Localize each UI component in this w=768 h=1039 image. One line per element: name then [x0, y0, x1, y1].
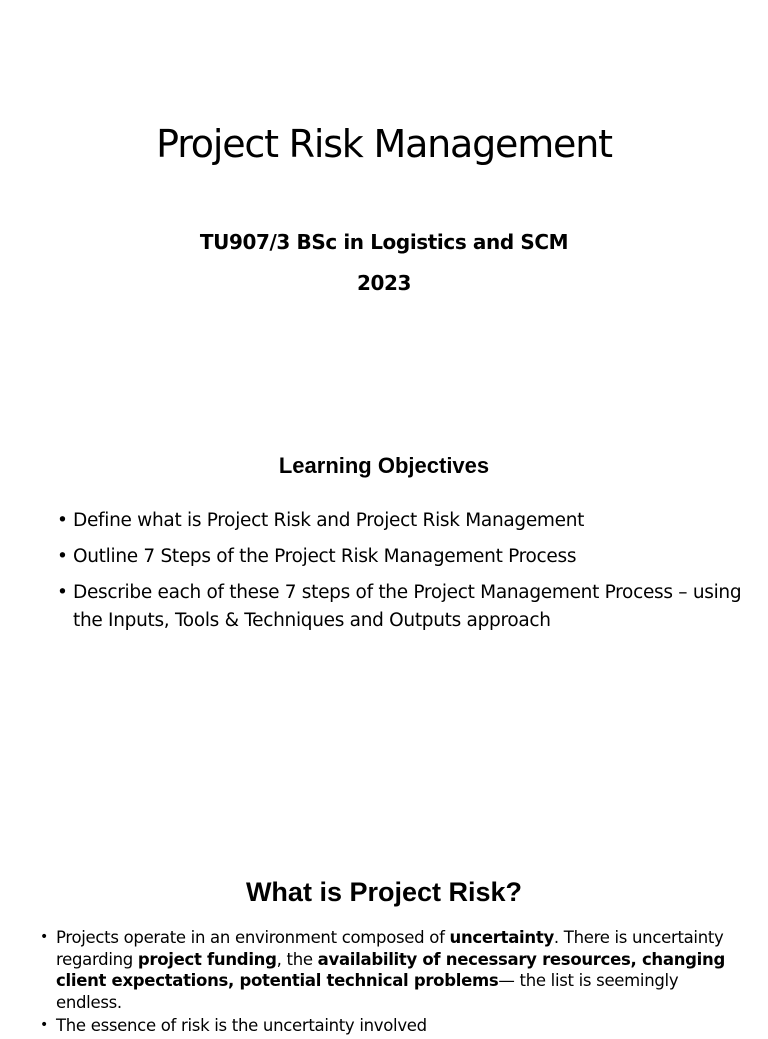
year-subtitle: 2023: [356, 271, 412, 295]
emphasis-text: project funding: [137, 949, 277, 969]
bullet-icon: •: [57, 582, 68, 603]
list-item: [57, 543, 747, 571]
list-item: [57, 579, 747, 635]
risk-bullet-text: Projects operate in an environment composed of uncertainty. There is uncertainty regarding project funding, the availability of necessary resources, changing client expectations, potential technical problems— the list is seemingly endless.: [56, 928, 725, 1012]
title-slide: [0, 0, 768, 420]
list-item: [40, 1015, 730, 1037]
risk-bullet-list: [40, 927, 730, 1039]
objectives-list: [57, 507, 747, 643]
presentation-title: Project Risk Management: [156, 122, 612, 166]
bullet-icon: •: [57, 546, 68, 567]
learning-objectives-slide: [0, 420, 768, 820]
objective-text: Outline 7 Steps of the Project Risk Management Process: [73, 546, 577, 567]
objective-text: Define what is Project Risk and Project Risk Management: [73, 510, 585, 531]
list-item: [40, 927, 730, 1013]
slide-heading: What is Project Risk?: [245, 877, 523, 907]
bullet-icon: •: [40, 1017, 48, 1033]
risk-bullet-text-partial: The essence of risk is the uncertainty involved: [56, 1016, 427, 1035]
bullet-icon: •: [57, 510, 68, 531]
list-item: [57, 507, 747, 535]
objective-text: Describe each of these 7 steps of the Project Management Process – using the Inputs, Tools & Techniques and Outputs approach: [73, 582, 742, 631]
course-subtitle: TU907/3 BSc in Logistics and SCM: [199, 230, 569, 254]
emphasis-text: uncertainty: [449, 928, 554, 947]
emphasis-text: availability of necessary resources, changing client expectations, potential technical problems: [56, 949, 725, 990]
bullet-icon: •: [40, 929, 48, 945]
project-risk-slide: [0, 820, 768, 1035]
slide-heading: Learning Objectives: [278, 453, 490, 478]
